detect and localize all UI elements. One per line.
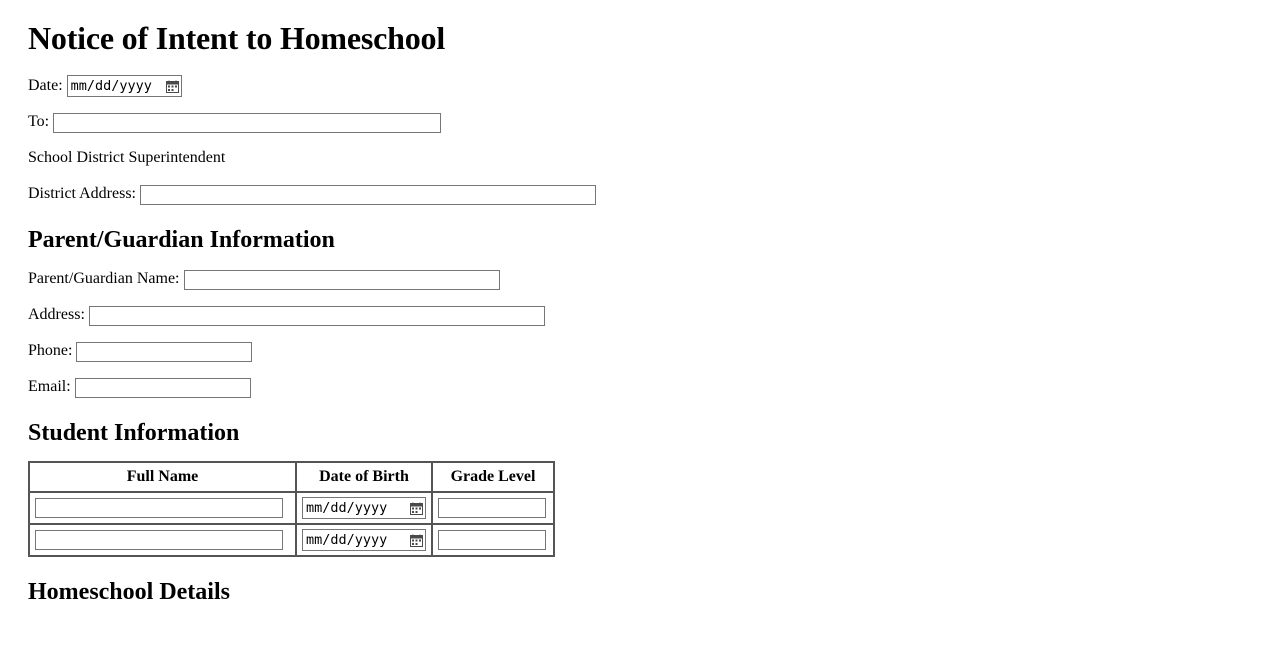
student-table — [28, 461, 555, 557]
parent-section-heading: Parent/Guardian Information — [28, 227, 335, 254]
student-dob-placeholder: mm/dd/yyyy — [306, 500, 388, 517]
student-dob-input[interactable] — [302, 529, 426, 551]
calendar-icon[interactable] — [166, 80, 179, 93]
student-name-input[interactable] — [35, 498, 283, 518]
parent-phone-input[interactable] — [76, 342, 252, 362]
parent-address-label: Address: — [28, 306, 85, 324]
cell-full-name — [29, 524, 296, 556]
student-grade-input[interactable] — [438, 530, 546, 550]
column-header-date-of-birth: Date of Birth — [296, 462, 432, 492]
student-name-input[interactable] — [35, 530, 283, 550]
parent-phone-field-row — [28, 340, 1250, 362]
calendar-icon[interactable] — [410, 502, 423, 515]
to-label: To: — [28, 113, 50, 131]
parent-name-input[interactable] — [184, 270, 500, 290]
cell-grade-level — [432, 492, 554, 524]
cell-date-of-birth — [296, 492, 432, 524]
parent-address-input[interactable] — [89, 306, 545, 326]
district-address-label: District Address: — [28, 185, 136, 203]
date-field-row — [28, 75, 1250, 97]
student-section-heading: Student Information — [28, 420, 240, 447]
student-grade-input[interactable] — [438, 498, 546, 518]
parent-name-label: Parent/Guardian Name: — [28, 270, 180, 288]
table-row — [29, 524, 554, 556]
table-row — [29, 492, 554, 524]
parent-name-field-row — [28, 268, 1250, 290]
parent-email-field-row — [28, 376, 1250, 398]
column-header-grade-level: Grade Level — [432, 462, 554, 492]
student-dob-placeholder: mm/dd/yyyy — [306, 532, 388, 549]
date-input-placeholder: mm/dd/yyyy — [70, 78, 152, 95]
parent-email-label: Email: — [28, 378, 71, 396]
parent-phone-label: Phone: — [28, 342, 73, 360]
page-title: Notice of Intent to Homeschool — [28, 20, 446, 56]
column-header-full-name: Full Name — [29, 462, 296, 492]
parent-address-field-row — [28, 304, 1250, 326]
to-input[interactable] — [53, 113, 441, 133]
cell-grade-level — [432, 524, 554, 556]
parent-email-input[interactable] — [75, 378, 251, 398]
recipient-line: School District Superintendent — [28, 149, 226, 167]
district-address-input[interactable] — [140, 185, 596, 205]
cell-full-name — [29, 492, 296, 524]
cell-date-of-birth — [296, 524, 432, 556]
to-field-row — [28, 111, 1250, 133]
table-header-row — [29, 462, 554, 492]
date-label: Date: — [28, 77, 63, 94]
date-input[interactable] — [67, 75, 182, 97]
district-address-field-row — [28, 183, 1250, 205]
calendar-icon[interactable] — [410, 534, 423, 547]
student-dob-input[interactable] — [302, 497, 426, 519]
homeschool-section-heading: Homeschool Details — [28, 579, 230, 606]
